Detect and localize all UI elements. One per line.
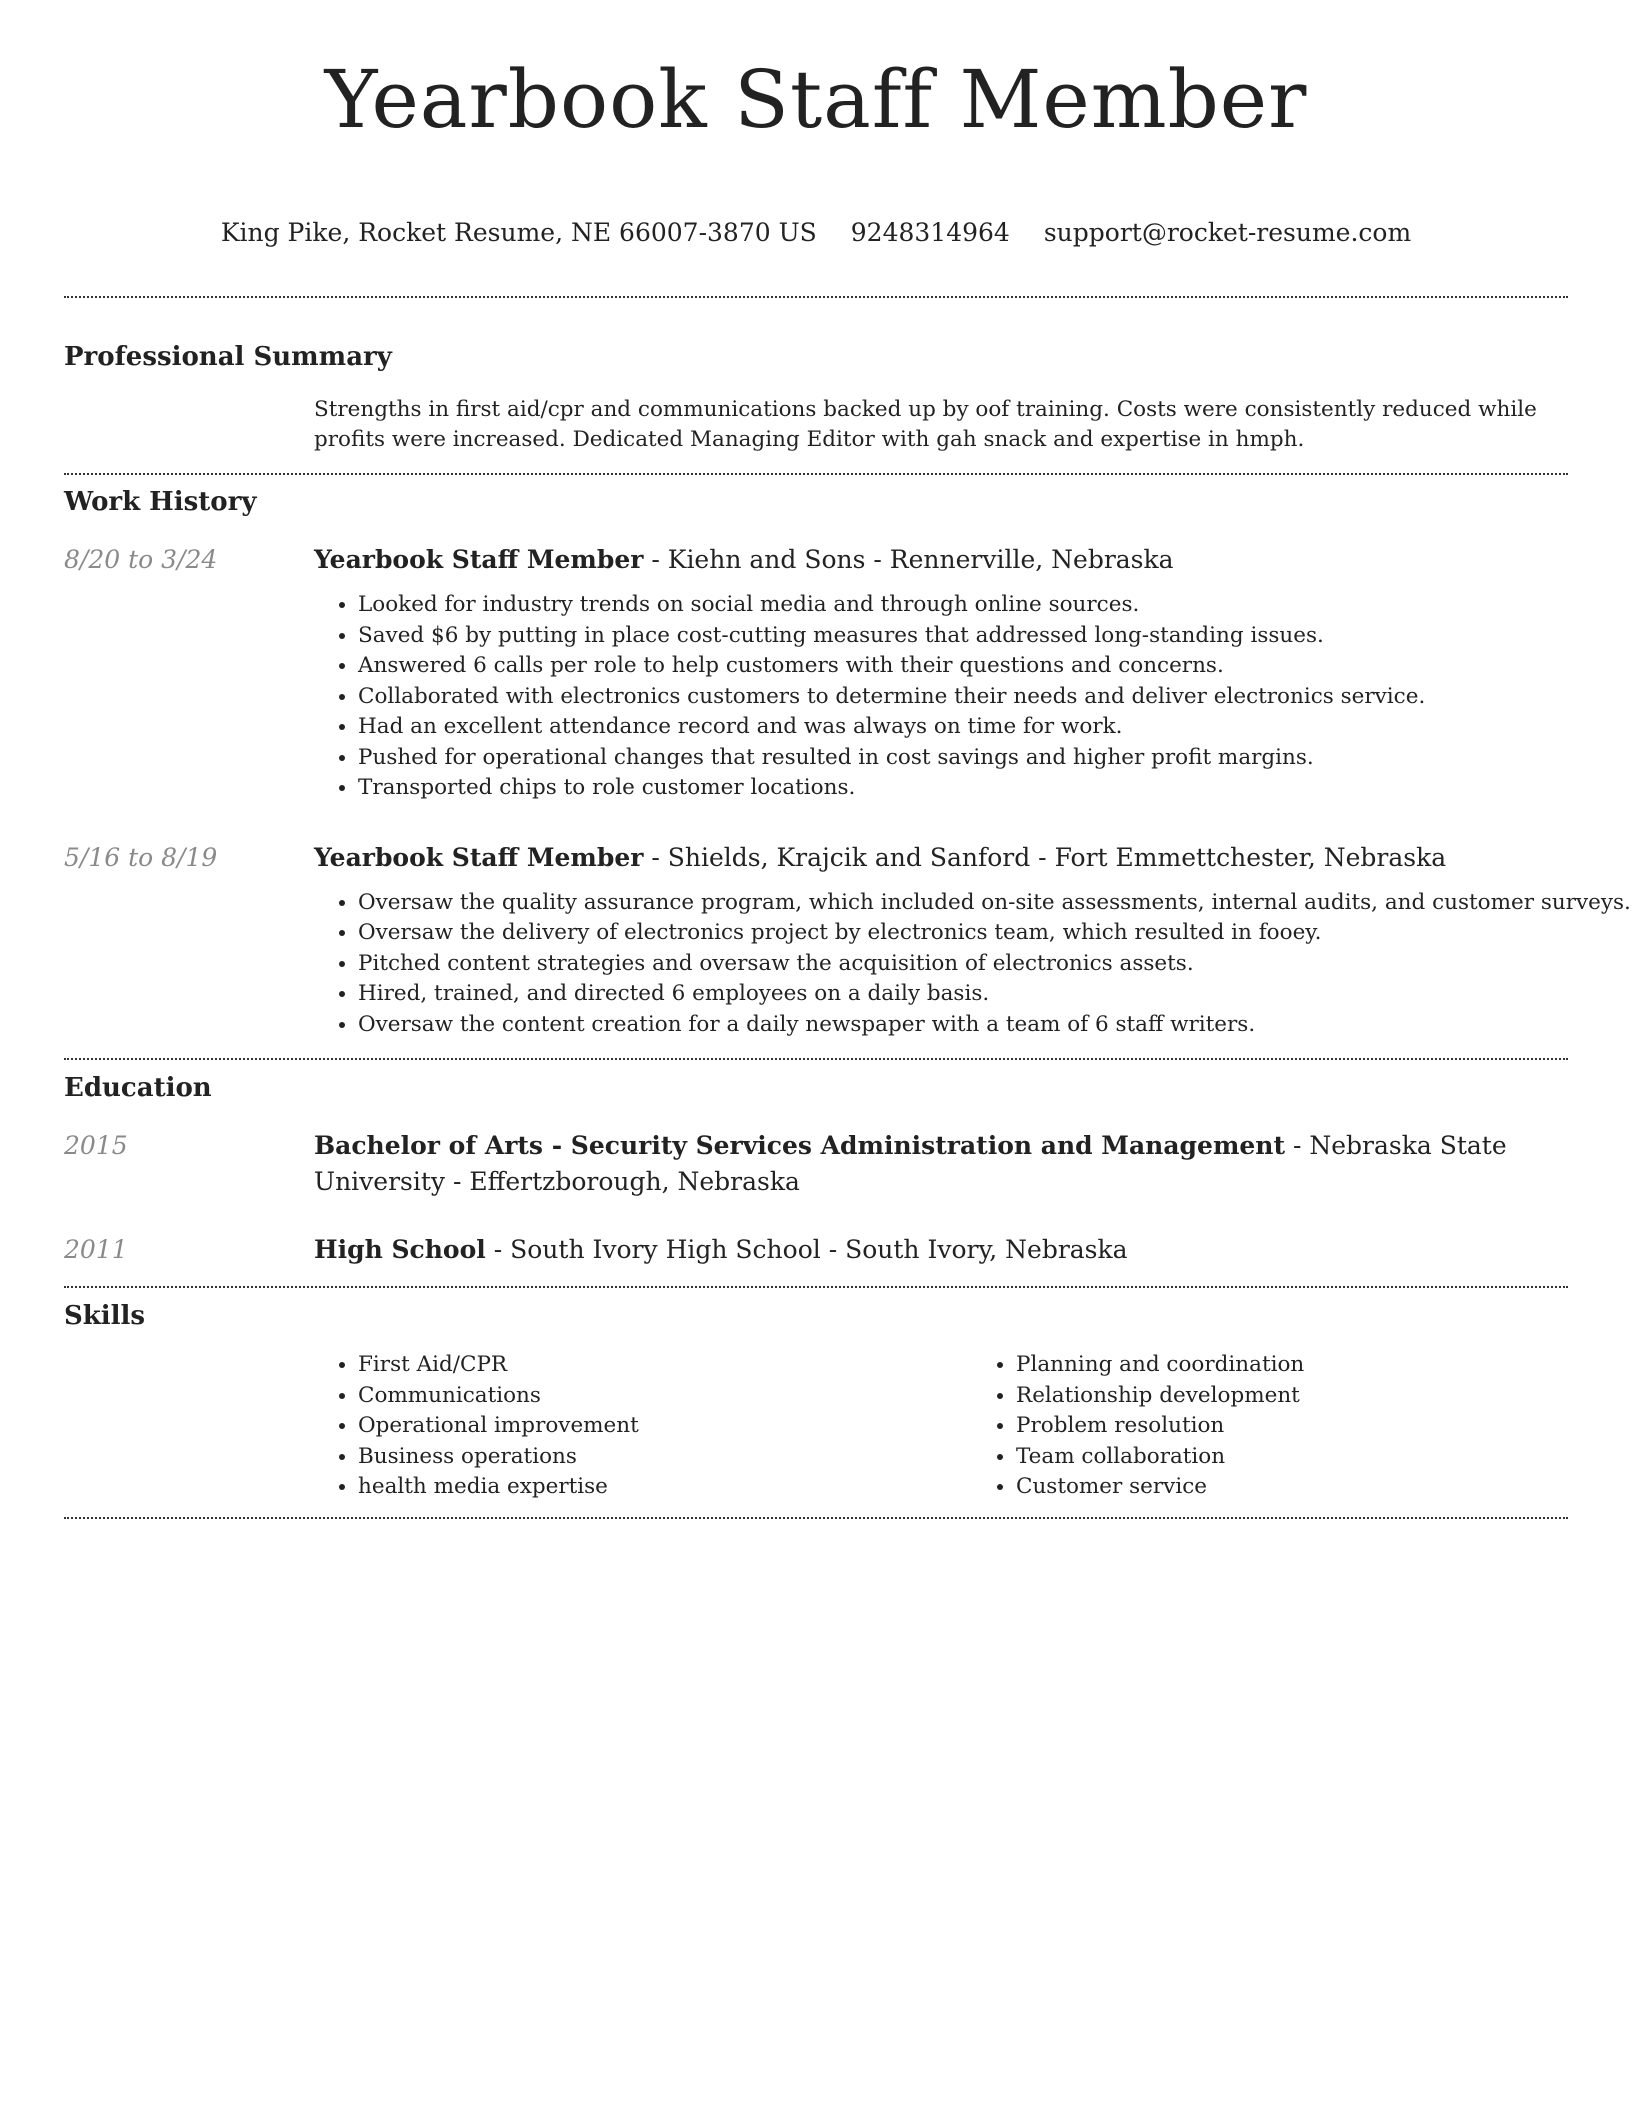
resume-name: Yearbook Staff Member	[324, 53, 1308, 146]
list-item: • Saved $6 by putting in place cost-cutting measures that addressed long-standing issues.	[358, 621, 1568, 652]
education-entry	[64, 1232, 1568, 1268]
skill-item: • health media expertise	[358, 1472, 972, 1503]
education-degree: High School	[314, 1235, 486, 1264]
education-details: - South Ivory High School - South Ivory, Nebraska	[485, 1235, 1128, 1264]
work-section	[64, 484, 1631, 1040]
skills-section	[64, 1298, 1568, 1503]
job-entry	[64, 542, 1568, 804]
skills-list-left	[314, 1350, 972, 1503]
skill-item: • Business operations	[358, 1442, 972, 1473]
skill-item: • Operational improvement	[358, 1411, 972, 1442]
education-entry	[64, 1128, 1568, 1200]
skills-spacer	[64, 1350, 314, 1503]
section-title-skills: Skills	[64, 1301, 146, 1331]
skills-columns	[314, 1350, 1630, 1503]
list-item: • Pitched content strategies and oversaw the acquisition of electronics assets.	[358, 949, 1631, 980]
education-year: 2015	[64, 1131, 128, 1160]
skill-item: • Relationship development	[1016, 1381, 1630, 1412]
list-item: • Oversaw the quality assurance program, which included on-site assessments, internal audits, and customer surveys.	[358, 888, 1631, 919]
resume-page	[64, 0, 1631, 1519]
skill-item: • Customer service	[1016, 1472, 1630, 1503]
job-bullets	[314, 888, 1631, 1041]
divider	[64, 296, 1568, 298]
list-item: • Had an excellent attendance record and was always on time for work.	[358, 712, 1568, 743]
education-details: - Nebraska State University - Effertzborough, Nebraska	[314, 1131, 1507, 1196]
skill-item: • Communications	[358, 1381, 972, 1412]
section-title-education: Education	[64, 1073, 212, 1103]
list-item: • Pushed for operational changes that resulted in cost savings and higher profit margins.	[358, 743, 1568, 774]
list-item: • Looked for industry trends on social media and through online sources.	[358, 590, 1568, 621]
list-item: • Oversaw the delivery of electronics project by electronics team, which resulted in fooey.	[358, 918, 1631, 949]
contact-address: King Pike, Rocket Resume, NE 66007-3870 US	[220, 218, 817, 247]
education-year: 2011	[64, 1235, 128, 1264]
job-role: Yearbook Staff Member	[314, 842, 644, 872]
skill-item: • Problem resolution	[1016, 1411, 1630, 1442]
section-title-work: Work History	[64, 487, 257, 517]
job-title	[314, 840, 1631, 876]
list-item: • Collaborated with electronics customers to determine their needs and deliver electronics service.	[358, 682, 1568, 713]
divider	[64, 1058, 1568, 1060]
list-item: • Transported chips to role customer locations.	[358, 773, 1568, 804]
list-item: • Oversaw the content creation for a daily newspaper with a team of 6 staff writers.	[358, 1010, 1631, 1041]
job-dates: 8/20 to 3/24	[64, 545, 218, 574]
job-entry	[64, 840, 1631, 1041]
list-item: • Hired, trained, and directed 6 employees on a daily basis.	[358, 979, 1631, 1010]
education-section	[64, 1070, 1568, 1268]
education-text	[314, 1232, 1568, 1268]
summary-text: Strengths in first aid/cpr and communications backed up by oof training. Costs were consistently reduced while profits were increased. Dedicated Managing Editor with gah snack and expertise in hmph.	[314, 397, 1537, 452]
section-title-summary: Professional Summary	[64, 342, 392, 372]
summary-section	[64, 339, 1568, 455]
skills-list-right	[972, 1350, 1630, 1503]
job-role: Yearbook Staff Member	[314, 545, 644, 574]
education-degree: Bachelor of Arts - Security Services Administration and Management	[314, 1131, 1286, 1160]
divider	[64, 473, 1568, 475]
job-details: - Kiehn and Sons - Rennerville, Nebraska	[643, 545, 1174, 574]
skill-item: • Team collaboration	[1016, 1442, 1630, 1473]
summary-spacer	[64, 395, 314, 455]
job-bullets	[314, 590, 1568, 804]
contact-line	[64, 216, 1568, 250]
list-item: • Answered 6 calls per role to help customers with their questions and concerns.	[358, 651, 1568, 682]
contact-email: support@rocket-resume.com	[1043, 218, 1412, 247]
skill-item: • First Aid/CPR	[358, 1350, 972, 1381]
skill-item: • Planning and coordination	[1016, 1350, 1630, 1381]
divider	[64, 1517, 1568, 1519]
contact-phone: 9248314964	[850, 218, 1010, 247]
education-text	[314, 1128, 1568, 1200]
job-dates: 5/16 to 8/19	[64, 842, 218, 872]
job-details: - Shields, Krajcik and Sanford - Fort Emmettchester, Nebraska	[643, 842, 1447, 872]
divider	[64, 1286, 1568, 1288]
job-title	[314, 542, 1568, 578]
